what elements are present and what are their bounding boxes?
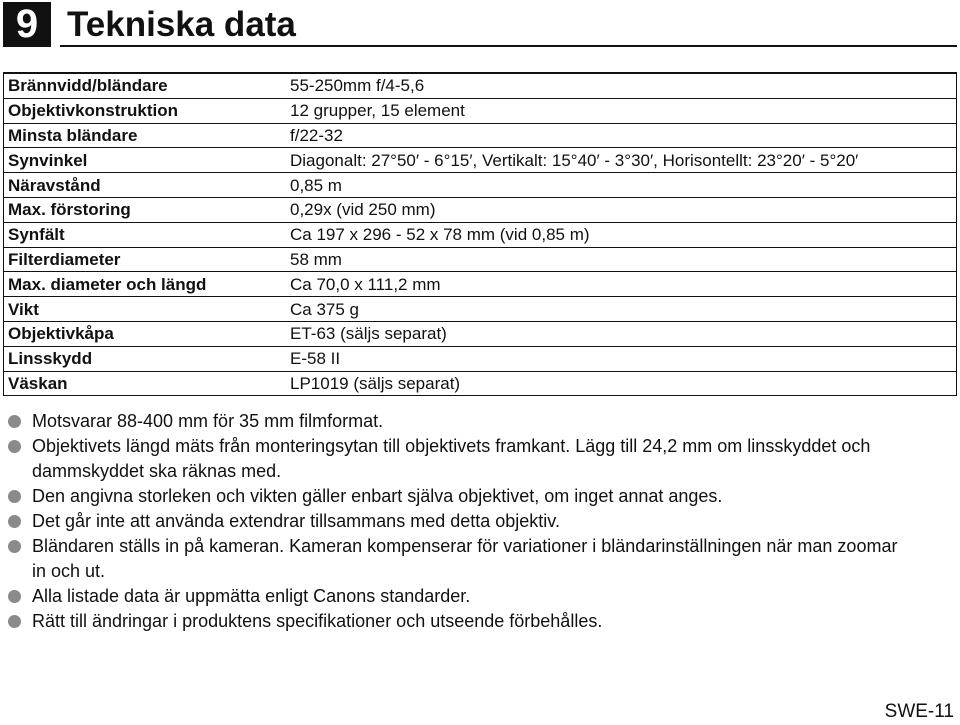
note-text: Motsvarar 88-400 mm för 35 mm filmformat.	[32, 411, 384, 431]
note-item	[8, 509, 908, 534]
spec-label: Linsskydd	[4, 346, 281, 371]
spec-row	[4, 197, 957, 222]
spec-value: 0,85 m	[280, 173, 957, 198]
note-text: Den angivna storleken och vikten gäller enbart själva objektivet, om inget annat anges.	[32, 486, 723, 506]
page-title: Tekniska data	[67, 5, 296, 44]
note-text: Rätt till ändringar i produktens specifikationer och utseende förbehålles.	[32, 611, 603, 631]
chapter-number: 9	[15, 2, 39, 46]
spec-value: Diagonalt: 27°50′ - 6°15′, Vertikalt: 15°40′ - 3°30′, Horisontellt: 23°20′ - 5°20′	[280, 148, 957, 173]
bullet-icon	[8, 540, 21, 553]
note-text: Objektivets längd mäts från monteringsytan till objektivets framkant. Lägg till 24,2 mm om linsskyddet och dammskyddet ska räknas med.	[32, 436, 871, 481]
note-item	[8, 409, 908, 434]
note-item	[8, 584, 908, 609]
spec-value: 0,29x (vid 250 mm)	[280, 197, 957, 222]
bullet-icon	[8, 440, 21, 453]
spec-row	[4, 297, 957, 322]
spec-row	[4, 222, 957, 247]
spec-label: Max. diameter och längd	[4, 272, 281, 297]
spec-row	[4, 73, 957, 98]
spec-label: Objektivkonstruktion	[4, 98, 281, 123]
bullet-icon	[8, 515, 21, 528]
page-number: SWE-11	[884, 701, 954, 722]
chapter-badge	[3, 2, 51, 47]
notes-list	[8, 409, 908, 634]
spec-row	[4, 123, 957, 148]
spec-value: LP1019 (säljs separat)	[280, 371, 957, 396]
spec-label: Synvinkel	[4, 148, 281, 173]
spec-value: 55-250mm f/4-5,6	[280, 73, 957, 98]
spec-label: Näravstånd	[4, 173, 281, 198]
bullet-icon	[8, 590, 21, 603]
note-item	[8, 434, 908, 484]
page-header	[3, 2, 957, 47]
note-item	[8, 534, 908, 584]
spec-label: Synfält	[4, 222, 281, 247]
spec-row	[4, 321, 957, 346]
spec-row	[4, 371, 957, 396]
bullet-icon	[8, 615, 21, 628]
spec-value: 58 mm	[280, 247, 957, 272]
bullet-icon	[8, 415, 21, 428]
spec-value: Ca 197 x 296 - 52 x 78 mm (vid 0,85 m)	[280, 222, 957, 247]
specifications-table	[3, 72, 957, 396]
spec-value: ET-63 (säljs separat)	[280, 321, 957, 346]
note-item	[8, 484, 908, 509]
spec-row	[4, 148, 957, 173]
note-text: Det går inte att använda extendrar tillsammans med detta objektiv.	[32, 511, 560, 531]
spec-row	[4, 98, 957, 123]
spec-value: E-58 II	[280, 346, 957, 371]
spec-label: Väskan	[4, 371, 281, 396]
spec-value: 12 grupper, 15 element	[280, 98, 957, 123]
spec-value: Ca 375 g	[280, 297, 957, 322]
spec-label: Minsta bländare	[4, 123, 281, 148]
spec-value: f/22-32	[280, 123, 957, 148]
note-text: Bländaren ställs in på kameran. Kameran kompenserar för variationer i bländarinställningen när man zoomar in och ut.	[32, 536, 898, 581]
note-item	[8, 609, 908, 634]
spec-row	[4, 173, 957, 198]
spec-row	[4, 272, 957, 297]
note-text: Alla listade data är uppmätta enligt Canons standarder.	[32, 586, 471, 606]
spec-row	[4, 346, 957, 371]
spec-row	[4, 247, 957, 272]
bullet-icon	[8, 490, 21, 503]
spec-label: Max. förstoring	[4, 197, 281, 222]
spec-label: Brännvidd/bländare	[4, 73, 281, 98]
title-bar	[60, 2, 957, 47]
spec-value: Ca 70,0 x 111,2 mm	[280, 272, 957, 297]
spec-label: Filterdiameter	[4, 247, 281, 272]
spec-label: Objektivkåpa	[4, 321, 281, 346]
spec-label: Vikt	[4, 297, 281, 322]
